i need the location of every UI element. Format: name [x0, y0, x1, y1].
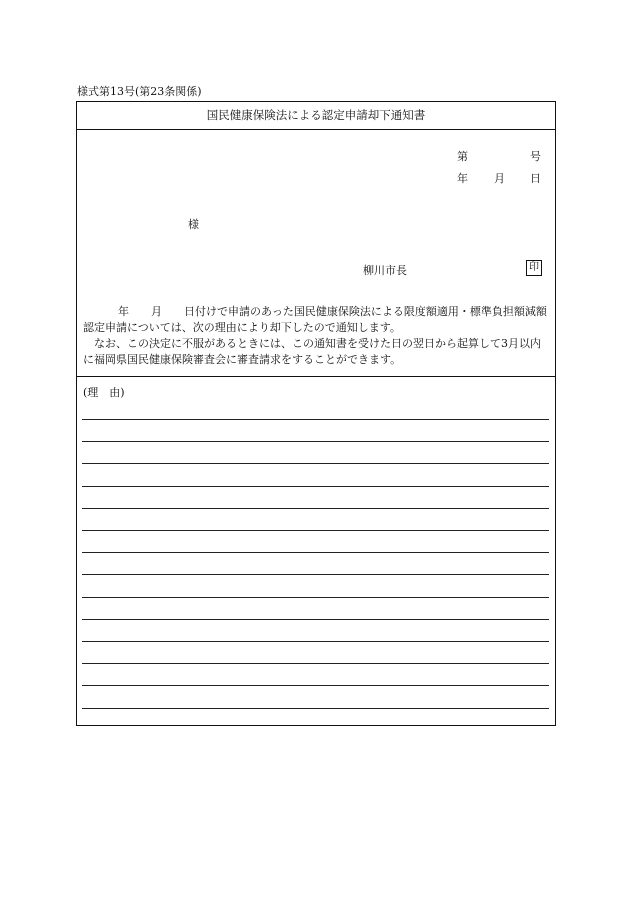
notice-year-label: 年 — [118, 305, 129, 318]
addressee-suffix: 様 — [188, 218, 199, 231]
reason-rule-line — [82, 552, 549, 553]
number-prefix: 第 — [457, 150, 468, 163]
reason-rule-line — [82, 619, 549, 620]
reason-section — [77, 376, 555, 725]
reason-rule-line — [82, 486, 549, 487]
notice-paragraph-1-text: 日付けで申請のあった国民健康保険法による限度額適用・標準負担額減額認定申請については、次の理由により却下したので通知します。 — [83, 305, 547, 334]
issuer-name: 柳川市長 — [363, 264, 407, 277]
reason-rule-line — [82, 685, 549, 686]
reason-rule-line — [82, 708, 549, 709]
reason-rule-line — [82, 508, 549, 509]
form-number: 様式第13号(第23条関係) — [77, 85, 202, 98]
seal-mark: 印 — [526, 260, 542, 276]
reason-rule-line — [82, 574, 549, 575]
notice-paragraph-1 — [83, 304, 551, 336]
date-month-label: 月 — [494, 172, 505, 185]
notice-paragraph-2-text: なお、この決定に不服があるときには、この通知書を受けた日の翌日から起算して3月以内に福岡県国民健康保険審査会に審査請求をすることができます。 — [83, 337, 541, 366]
reason-rule-line — [82, 441, 549, 442]
notice-body — [83, 304, 551, 368]
reason-rule-line — [82, 597, 549, 598]
number-suffix: 号 — [530, 150, 541, 163]
date-year-label: 年 — [457, 172, 468, 185]
reason-rule-line — [82, 530, 549, 531]
reason-rule-line — [82, 663, 549, 664]
notice-month-label: 月 — [151, 305, 162, 318]
reason-rule-line — [82, 641, 549, 642]
date-day-label: 日 — [530, 172, 541, 185]
form-title: 国民健康保険法による認定申請却下通知書 — [77, 102, 555, 130]
reason-rule-line — [82, 419, 549, 420]
reason-label: (理 由) — [83, 386, 125, 399]
notice-paragraph-2 — [83, 336, 551, 368]
reason-rule-line — [82, 463, 549, 464]
notice-form — [76, 101, 556, 726]
